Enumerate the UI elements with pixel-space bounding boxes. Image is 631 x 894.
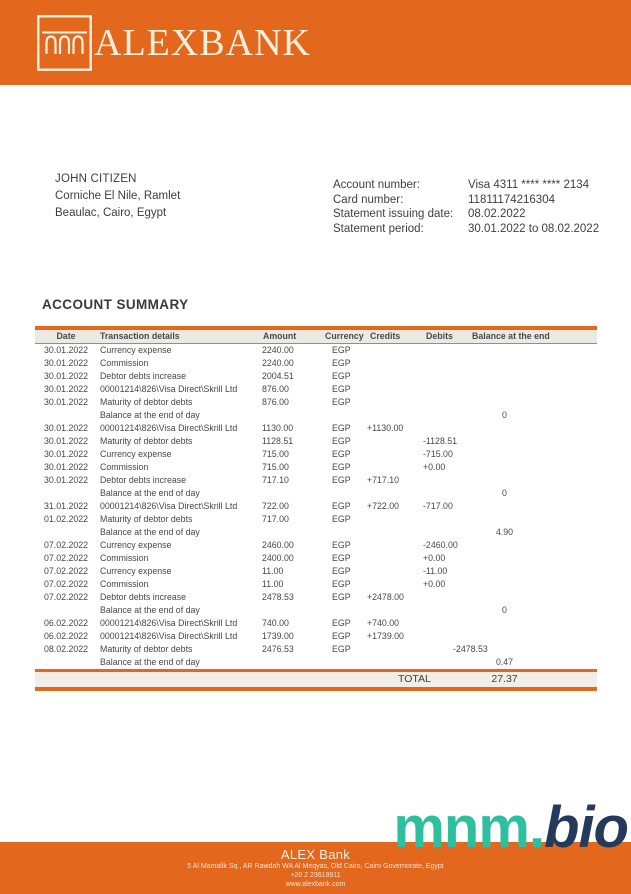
table-row	[35, 370, 597, 383]
cell-date: 30.01.2022	[43, 435, 89, 446]
cell-details: Balance at the end of day	[100, 604, 200, 615]
cell-details: Currency expense	[100, 344, 172, 355]
table-row	[35, 422, 597, 435]
cell-debits: -2460.00	[423, 539, 458, 550]
cell-amount: 11.00	[262, 565, 284, 576]
cell-amount: 715.00	[262, 448, 289, 459]
table-row	[35, 617, 597, 630]
total-value: 27.37	[491, 673, 518, 685]
table-row	[35, 487, 597, 500]
col-header-details: Transaction details	[100, 330, 180, 341]
cell-currency: EGP	[332, 578, 351, 589]
cell-currency: EGP	[332, 422, 351, 433]
cell-currency: EGP	[332, 643, 351, 654]
table-row	[35, 357, 597, 370]
table-row	[35, 565, 597, 578]
table-row	[35, 604, 597, 617]
cell-date: 30.01.2022	[43, 448, 89, 459]
watermark-part2: bio	[544, 795, 628, 860]
cell-debits: -2478.53	[453, 643, 488, 654]
col-header-balance: Balance at the end	[472, 330, 550, 341]
cell-date: 30.01.2022	[43, 461, 89, 472]
cell-date: 07.02.2022	[43, 552, 89, 563]
cell-date: 08.02.2022	[43, 643, 89, 654]
cell-details: Currency expense	[100, 565, 172, 576]
cell-amount: 2240.00	[262, 344, 294, 355]
table-header-row	[35, 330, 597, 344]
cell-currency: EGP	[332, 357, 351, 368]
cell-currency: EGP	[332, 461, 351, 472]
table-row	[35, 435, 597, 448]
cell-details: Currency expense	[100, 539, 172, 550]
cell-date: 30.01.2022	[43, 344, 89, 355]
cell-debits: -1128.51	[423, 435, 458, 446]
col-header-amount: Amount	[263, 330, 297, 341]
cell-details: 00001214\826\Visa Direct\Skrill Ltd	[100, 630, 238, 641]
transactions-table	[35, 326, 597, 691]
cell-details: Balance at the end of day	[100, 656, 200, 667]
col-header-currency: Currency	[325, 330, 364, 341]
total-label: TOTAL	[398, 673, 431, 685]
cell-balance: 4.90	[495, 526, 514, 537]
table-row	[35, 591, 597, 604]
cell-amount: 876.00	[262, 383, 289, 394]
cell-amount: 717.00	[262, 513, 289, 524]
cell-balance: 0	[502, 487, 507, 498]
statement-period-value: 30.01.2022 to 08.02.2022	[468, 222, 600, 235]
cell-date: 30.01.2022	[43, 396, 89, 407]
cell-details: Balance at the end of day	[100, 526, 200, 537]
issuing-date-value: 08.02.2022	[468, 208, 526, 221]
cell-details: 00001214\826\Visa Direct\Skrill Ltd	[100, 500, 238, 511]
cell-currency: EGP	[332, 500, 351, 511]
cell-debits: +0.00	[423, 461, 446, 472]
cell-amount: 2004.51	[262, 370, 294, 381]
cell-date: 30.01.2022	[43, 422, 89, 433]
cell-currency: EGP	[332, 617, 351, 628]
footer-phone: +20 2 23619911	[290, 872, 341, 879]
card-number-row	[333, 193, 599, 208]
cell-amount: 2240.00	[262, 357, 294, 368]
account-summary-title: ACCOUNT SUMMARY	[42, 297, 189, 312]
account-number-value: Visa 4311 **** **** 2134	[468, 179, 590, 191]
issuing-date-row	[333, 207, 599, 222]
cell-details: Balance at the end of day	[100, 487, 200, 498]
cell-details: Commission	[100, 357, 149, 368]
customer-name: JOHN CITIZEN	[55, 173, 137, 185]
footer-address: 5 Al Mamalik Sq., AR Rawdah WA Al Meqyas, Old Cairo, Cairo Governorate, Egypt	[187, 863, 444, 870]
cell-currency: EGP	[332, 435, 351, 446]
cell-date: 30.01.2022	[43, 383, 89, 394]
cell-details: Debtor debts increase	[100, 591, 187, 602]
table-row	[35, 643, 597, 656]
cell-amount: 1130.00	[262, 422, 294, 433]
cell-date: 07.02.2022	[43, 591, 89, 602]
cell-date: 06.02.2022	[43, 617, 89, 628]
cell-credits: +2478.00	[367, 591, 404, 602]
cell-balance: 0.47	[495, 656, 514, 667]
table-row	[35, 656, 597, 669]
cell-amount: 722.00	[262, 500, 289, 511]
cell-details: Currency expense	[100, 448, 172, 459]
cell-currency: EGP	[332, 383, 351, 394]
cell-amount: 715.00	[262, 461, 289, 472]
table-row	[35, 396, 597, 409]
table-row	[35, 526, 597, 539]
cell-debits: -11.00	[423, 565, 448, 576]
cell-debits: -715.00	[423, 448, 453, 459]
footer-website: www.alexbank.com	[285, 881, 346, 888]
cell-debits: +0.00	[423, 578, 446, 589]
cell-currency: EGP	[332, 344, 351, 355]
customer-address-line1: Corniche El Nile, Ramlet	[55, 190, 181, 202]
cell-currency: EGP	[332, 539, 351, 550]
cell-date: 30.01.2022	[43, 474, 89, 485]
cell-currency: EGP	[332, 474, 351, 485]
col-header-credits: Credits	[370, 330, 401, 341]
cell-amount: 2460.00	[262, 539, 294, 550]
cell-date: 30.01.2022	[43, 357, 89, 368]
footer-bank-name: ALEX Bank	[280, 847, 351, 862]
cell-credits: +722.00	[367, 500, 400, 511]
cell-date: 01.02.2022	[43, 513, 89, 524]
cell-balance: 0	[502, 604, 507, 615]
statement-period-label: Statement period:	[333, 222, 424, 235]
cell-date: 30.01.2022	[43, 370, 89, 381]
cell-date: 07.02.2022	[43, 565, 89, 576]
account-details-block	[333, 178, 599, 236]
account-number-row	[333, 178, 599, 193]
cell-date: 07.02.2022	[43, 539, 89, 550]
cell-date: 06.02.2022	[43, 630, 89, 641]
cell-credits: +717.10	[367, 474, 400, 485]
cell-currency: EGP	[332, 513, 351, 524]
table-row	[35, 630, 597, 643]
cell-details: Maturity of debtor debts	[100, 396, 193, 407]
cell-amount: 1128.51	[262, 435, 294, 446]
cell-currency: EGP	[332, 448, 351, 459]
cell-credits: +1739.00	[367, 630, 404, 641]
col-header-date: Date	[56, 330, 76, 341]
mnm-bio-watermark	[393, 795, 628, 860]
table-row	[35, 474, 597, 487]
cell-debits: +0.00	[423, 552, 446, 563]
issuing-date-label: Statement issuing date:	[333, 208, 454, 221]
watermark-part1: mnm.	[393, 795, 545, 860]
account-number-label: Account number:	[333, 179, 420, 191]
cell-details: Maturity of debtor debts	[100, 643, 193, 654]
table-row	[35, 500, 597, 513]
cell-amount: 740.00	[262, 617, 289, 628]
table-row	[35, 552, 597, 565]
cell-details: Debtor debts increase	[100, 370, 187, 381]
table-row	[35, 383, 597, 396]
cell-amount: 2476.53	[262, 643, 294, 654]
table-row	[35, 344, 597, 357]
table-row	[35, 539, 597, 552]
cell-amount: 1739.00	[262, 630, 294, 641]
cell-currency: EGP	[332, 370, 351, 381]
cell-amount: 2478.53	[262, 591, 294, 602]
cell-details: Maturity of debtor debts	[100, 435, 193, 446]
cell-currency: EGP	[332, 565, 351, 576]
cell-amount: 11.00	[262, 578, 284, 589]
cell-details: 00001214\826\Visa Direct\Skrill Ltd	[100, 383, 238, 394]
header-band	[0, 0, 631, 85]
table-row	[35, 461, 597, 474]
customer-address-block	[55, 171, 180, 222]
brand-wordmark: ALEXBANK	[94, 22, 311, 64]
cell-details: Commission	[100, 461, 149, 472]
cell-details: Commission	[100, 578, 149, 589]
cell-balance: 0	[502, 409, 507, 420]
card-number-value: 11811174216304	[468, 193, 555, 206]
cell-amount: 2400.00	[262, 552, 294, 563]
cell-credits: +1130.00	[367, 422, 404, 433]
cell-details: 00001214\826\Visa Direct\Skrill Ltd	[100, 617, 238, 628]
total-row	[35, 672, 597, 687]
cell-date: 07.02.2022	[43, 578, 89, 589]
cell-details: Balance at the end of day	[100, 409, 200, 420]
table-row	[35, 513, 597, 526]
table-row	[35, 409, 597, 422]
cell-currency: EGP	[332, 591, 351, 602]
cell-amount: 717.10	[262, 474, 289, 485]
table-row	[35, 448, 597, 461]
table-row	[35, 578, 597, 591]
statement-period-row	[333, 222, 599, 237]
table-body	[35, 344, 597, 669]
cell-currency: EGP	[332, 396, 351, 407]
alexbank-logo-icon	[37, 15, 92, 71]
cell-debits: -717.00	[423, 500, 453, 511]
card-number-label: Card number:	[333, 193, 404, 206]
cell-credits: +740.00	[367, 617, 400, 628]
cell-date: 31.01.2022	[43, 500, 89, 511]
cell-currency: EGP	[332, 630, 351, 641]
cell-details: Debtor debts increase	[100, 474, 187, 485]
cell-details: Commission	[100, 552, 149, 563]
customer-address-line2: Beaulac, Cairo, Egypt	[55, 207, 167, 219]
cell-details: 00001214\826\Visa Direct\Skrill Ltd	[100, 422, 238, 433]
cell-amount: 876.00	[262, 396, 289, 407]
cell-currency: EGP	[332, 552, 351, 563]
cell-details: Maturity of debtor debts	[100, 513, 193, 524]
col-header-debits: Debits	[426, 330, 453, 341]
table-bottom-rule	[35, 687, 597, 691]
